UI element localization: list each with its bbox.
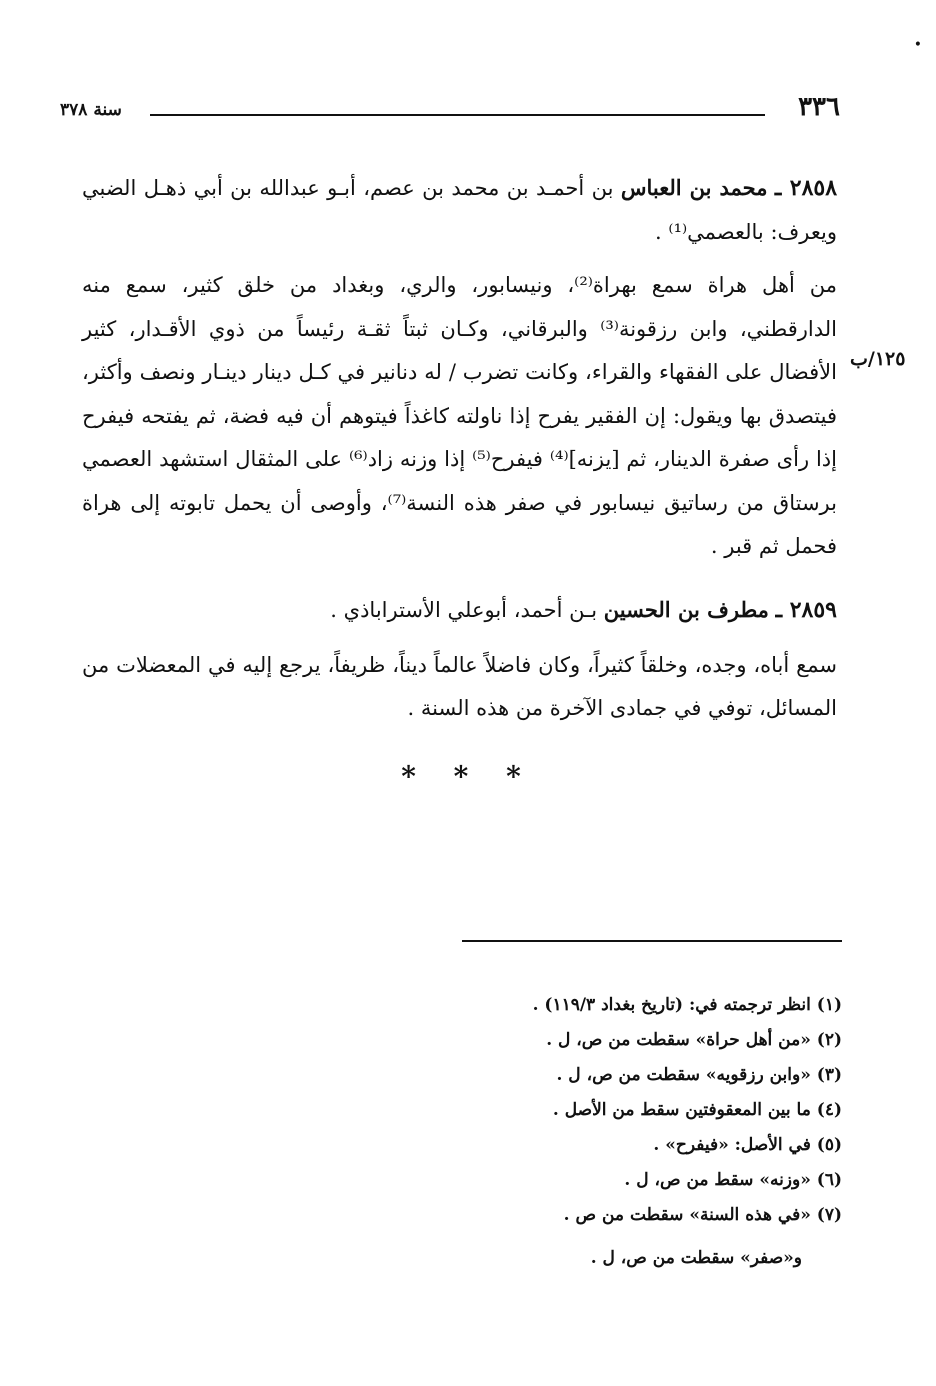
entry-2859-paragraph: سمع أباه، وجده، وخلقاً كثيراً، وكان فاضلاً عالماً ديناً، ظريفاً، يرجع إليه في المعضلات من المسائل، توفي في جمادى الآخرة من هذه السنة . [82, 653, 837, 720]
footnote: (٥) في الأصل: «فيفرح» . [653, 1135, 842, 1155]
footnote: (٦) «وزنه» سقط من ص، ل . [624, 1170, 842, 1190]
footnote-continuation: و«صفر» سقطت من ص، ل . [590, 1248, 802, 1268]
entry-2859-heading [82, 588, 837, 632]
entry-2858-paragraph: من أهل هراة سمع بهراة⁽²⁾، ونيسابور، والري، وبغداد من خلق كثير، سمع منه الدارقطني، وابن رزقونة⁽³⁾ والبرقاني، وكـان ثبتاً ثقـة رئيساً من ذوي الأقـدار، كثير الأفضال على الفقهاء والقراء، وكانت تضرب / له دنانير في كـل دينار دينـار ونصف وأكثر، فيتصدق بها ويقول: إن الفقير يفرح إذا ناولته كاغذاً فيتوهم أن فيه فضة، ثم يفتحه فيفرح إذا رأى صفرة الدينار، ثم [يزنه]⁽⁴⁾ فيفرح⁽⁵⁾ إذا وزنه زاد⁽⁶⁾ على المثقال استشهد العصمي برستاق من رساتيق نيسابور في صفر هذه النسة⁽⁷⁾، وأوصى أن يحمل تابوته إلى هراة فحمل ثم قبر . [82, 273, 838, 558]
footnote: (٣) «وابن رزقويه» سقطت من ص، ل . [556, 1065, 842, 1085]
entry-name: محمد بن العباس [620, 175, 768, 200]
footnote: (٢) «من أهل حراة» سقطت من ص، ل . [546, 1030, 842, 1050]
running-head [60, 92, 840, 132]
scan-speck: • [913, 37, 922, 53]
footnote: (٤) ما بين المعقوفتين سقط من الأصل . [552, 1100, 842, 1120]
entry-description: بن أحمـد بن محمد بن عصم، أبـو عبدالله بن أبي ذهـل الضبي ويعرف: بالعصمي⁽¹⁾ . [82, 176, 837, 244]
footnote: (٧) «في هذه السنة» سقطت من ص . [563, 1205, 842, 1225]
footnotes [322, 988, 842, 1276]
section-separator: * * * [401, 760, 535, 793]
margin-folio-note: ١٢٥/ب [850, 348, 906, 370]
entry-number: ٢٨٥٩ ـ [775, 597, 837, 623]
footnote-rule [462, 940, 842, 942]
year-label: سنة ٣٧٨ [60, 100, 122, 120]
entry-number: ٢٨٥٨ ـ [774, 175, 838, 201]
entry-name: مطرف بن الحسين [603, 597, 769, 622]
entry-description: بـن أحمد، أبوعلي الأستراباذي . [330, 598, 604, 622]
header-rule [150, 114, 765, 116]
footnote: (١) انظر ترجمته في: (تاريخ بغداد ١١٩/٣) . [532, 995, 842, 1015]
page-number: ٣٣٦ [798, 92, 840, 122]
entry-2858-heading [82, 166, 837, 254]
